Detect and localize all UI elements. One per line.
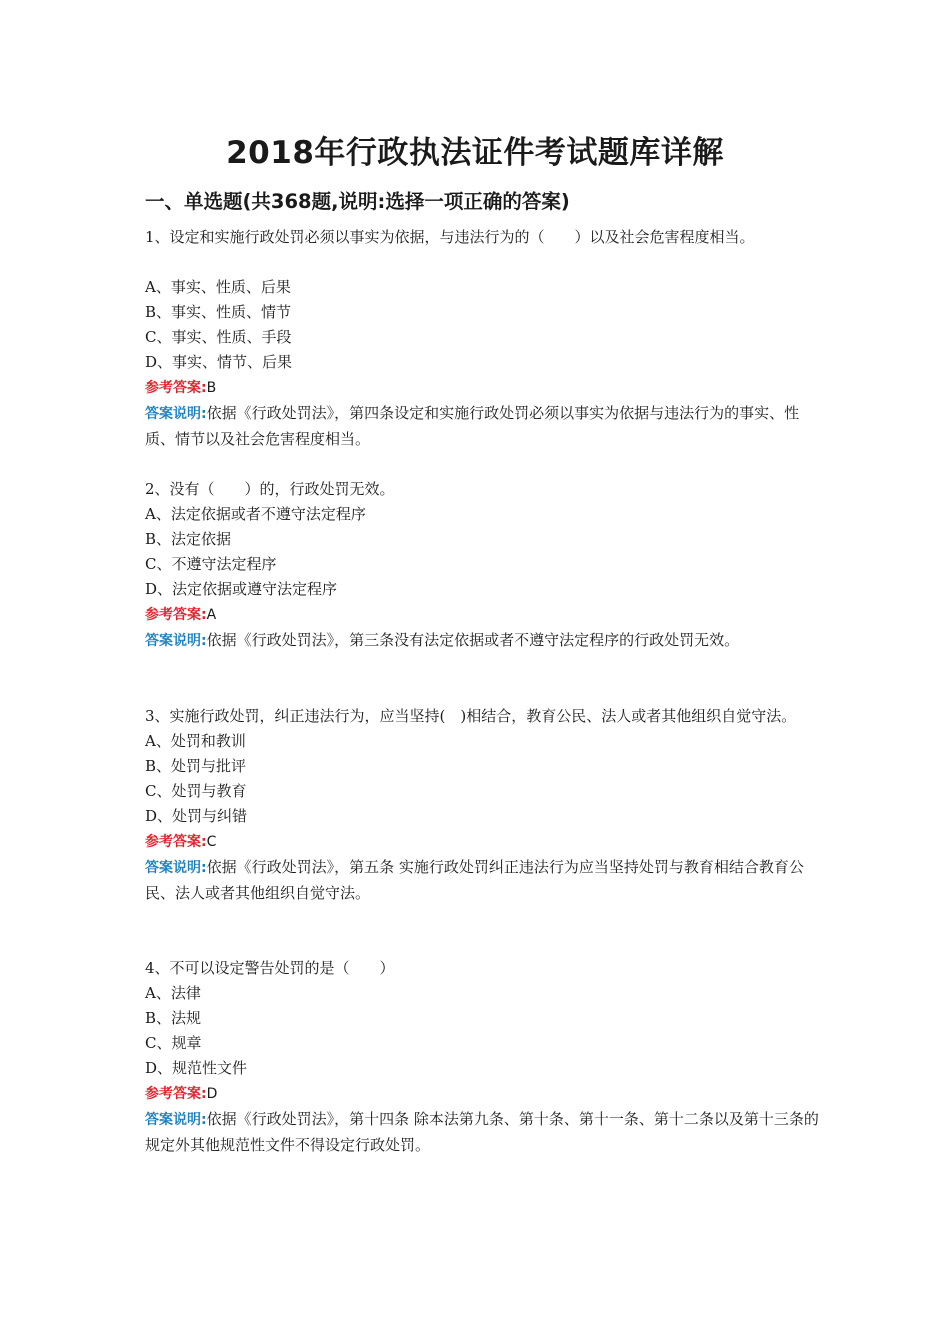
option-a: A、法律 — [145, 984, 201, 1002]
answer-value: C — [206, 834, 217, 850]
option-d: D、事实、情节、后果 — [145, 353, 293, 371]
option-b: B、法定依据 — [145, 530, 232, 548]
answer-line — [145, 375, 825, 401]
option-a: A、处罚和教训 — [145, 732, 246, 750]
option-d: D、法定依据或遵守法定程序 — [145, 580, 338, 598]
option-a: A、法定依据或者不遵守法定程序 — [145, 505, 366, 523]
answer-value: B — [206, 380, 217, 396]
question-2 — [145, 477, 825, 654]
section-heading: 一、单选题(共368题,说明:选择一项正确的答案) — [145, 190, 570, 213]
question-stem: 4、不可以设定警告处罚的是（ ） — [145, 959, 395, 977]
answer-value: A — [206, 607, 217, 623]
option-c: C、事实、性质、手段 — [145, 328, 292, 346]
explanation-line — [145, 628, 825, 654]
option-b: B、法规 — [145, 1009, 202, 1027]
explanation-line — [145, 1107, 825, 1158]
explanation-text: 依据《行政处罚法》，第五条 实施行政处罚纠正违法行为应当坚持处罚与教育相结合教育公民、法人或者其他组织自觉守法。 — [145, 858, 804, 902]
document-title: 2018年行政执法证件考试题库详解 — [226, 135, 724, 171]
answer-line — [145, 829, 825, 855]
answer-label: 参考答案: — [145, 1086, 207, 1102]
option-d: D、规范性文件 — [145, 1059, 248, 1077]
answer-label: 参考答案: — [145, 607, 207, 623]
answer-line — [145, 1081, 825, 1107]
question-stem: 3、实施行政处罚，纠正违法行为，应当坚持( )相结合，教育公民、法人或者其他组织自觉守法。 — [145, 707, 797, 725]
question-3 — [145, 704, 825, 906]
explanation-text: 依据《行政处罚法》，第四条设定和实施行政处罚必须以事实为依据与违法行为的事实、性质、情节以及社会危害程度相当。 — [145, 404, 800, 448]
option-c: C、处罚与教育 — [145, 782, 247, 800]
explanation-line — [145, 855, 825, 906]
explanation-label: 答案说明: — [145, 860, 207, 876]
option-b: B、处罚与批评 — [145, 757, 247, 775]
option-a: A、事实、性质、后果 — [145, 278, 291, 296]
answer-label: 参考答案: — [145, 380, 207, 396]
option-list — [145, 502, 825, 602]
option-c: C、规章 — [145, 1034, 202, 1052]
option-list — [145, 729, 825, 829]
option-c: C、不遵守法定程序 — [145, 555, 277, 573]
option-d: D、处罚与纠错 — [145, 807, 248, 825]
explanation-text: 依据《行政处罚法》，第三条没有法定依据或者不遵守法定程序的行政处罚无效。 — [206, 631, 740, 649]
answer-line — [145, 602, 825, 628]
option-list — [145, 981, 825, 1081]
answer-value: D — [206, 1086, 218, 1102]
answer-label: 参考答案: — [145, 834, 207, 850]
option-list — [145, 275, 825, 375]
explanation-text: 依据《行政处罚法》，第十四条 除本法第九条、第十条、第十一条、第十二条以及第十三条的规定外其他规范性文件不得设定行政处罚。 — [145, 1110, 819, 1154]
option-b: B、事实、性质、情节 — [145, 303, 292, 321]
question-list — [145, 225, 825, 1158]
question-stem: 2、没有（ ）的，行政处罚无效。 — [145, 480, 395, 498]
question-stem: 1、设定和实施行政处罚必须以事实为依据，与违法行为的（ ）以及社会危害程度相当。 — [145, 228, 755, 246]
explanation-label: 答案说明: — [145, 406, 207, 422]
explanation-label: 答案说明: — [145, 633, 207, 649]
explanation-line — [145, 401, 825, 452]
question-1 — [145, 225, 825, 452]
explanation-label: 答案说明: — [145, 1112, 207, 1128]
question-4 — [145, 956, 825, 1158]
